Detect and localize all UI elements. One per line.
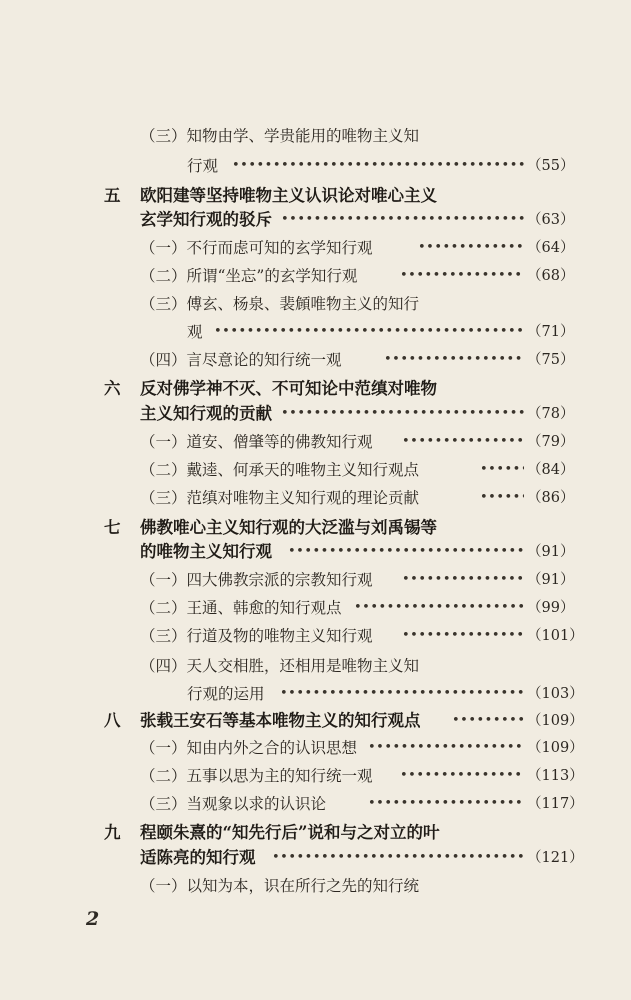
leader-dots [288, 537, 524, 567]
leader-dots [400, 261, 524, 291]
toc-page-number: （64） [527, 240, 575, 256]
toc-line [0, 455, 631, 485]
toc-page-number: （113） [527, 768, 584, 784]
toc-line [0, 871, 631, 901]
toc-page-number: （68） [527, 268, 575, 284]
toc-entry-label: （一）以知为本，识在所行之先的知行统 [140, 877, 420, 895]
leader-dots [418, 233, 524, 263]
toc-line [0, 565, 631, 595]
toc-line [0, 399, 631, 429]
toc-entry-label: （一）知由内外之合的认识思想 [140, 739, 358, 757]
toc-line [0, 789, 631, 819]
toc-entry-label: （一）不行而虑可知的玄学知行观 [140, 239, 373, 257]
toc-line [0, 261, 631, 291]
toc-page-number: （84） [527, 462, 575, 478]
chapter-title: 程颐朱熹的“知先行后”说和与之对立的叶 [140, 823, 440, 842]
toc-page-number: （91） [527, 572, 575, 588]
toc-page-number: （71） [527, 324, 575, 340]
toc-line [0, 121, 631, 151]
toc-page-number: （63） [527, 212, 575, 228]
toc-line [0, 843, 631, 873]
toc-page-number: （99） [527, 600, 575, 616]
toc-page-number: （79） [527, 434, 575, 450]
toc-line [0, 537, 631, 567]
leader-dots [272, 843, 524, 873]
toc-entry-label: （三）范缜对唯物主义知行观的理论贡献 [140, 489, 420, 507]
leader-dots [280, 679, 524, 709]
toc-line [0, 706, 631, 736]
toc-page-number: （91） [527, 544, 575, 560]
chapter-number: 八 [104, 711, 121, 730]
toc-line [0, 733, 631, 763]
toc-entry-label: （二）王通、韩愈的知行观点 [140, 599, 342, 617]
toc-page-number: （121） [527, 850, 584, 866]
toc-line [0, 483, 631, 513]
leader-dots [232, 151, 524, 181]
chapter-title: 张载王安石等基本唯物主义的知行观点 [140, 711, 421, 730]
toc-line [0, 233, 631, 263]
toc-entry-label: （二）戴逵、何承天的唯物主义知行观点 [140, 461, 420, 479]
toc-entry-label: 行观的运用 [187, 685, 265, 703]
leader-dots [281, 205, 524, 235]
toc-entry-label: （二）所谓“坐忘”的玄学知行观 [140, 267, 358, 285]
toc-line [0, 593, 631, 623]
chapter-number: 五 [104, 186, 121, 205]
chapter-number: 七 [104, 518, 121, 537]
toc-entry-label: 观 [187, 323, 203, 341]
chapter-title: 欧阳建等坚持唯物主义认识论对唯心主义 [140, 186, 437, 205]
chapter-number: 九 [104, 823, 121, 842]
toc-page-number: （117） [527, 796, 584, 812]
toc-entry-label: （四）言尽意论的知行统一观 [140, 351, 342, 369]
toc-entry-label: （三）傅玄、杨泉、裴頠唯物主义的知行 [140, 295, 420, 313]
toc-line [0, 205, 631, 235]
toc-entry-label: 行观 [187, 157, 219, 175]
toc-line [0, 427, 631, 457]
chapter-title: 佛教唯心主义知行观的大泛滥与刘禹锡等 [140, 518, 437, 537]
toc-line [0, 345, 631, 375]
toc-entry-label: （三）知物由学、学贵能用的唯物主义知 [140, 127, 420, 145]
chapter-title: 主义知行观的贡献 [140, 404, 272, 423]
toc-page-number: （103） [527, 686, 584, 702]
toc-line [0, 651, 631, 681]
toc-entry-label: （一）道安、僧肇等的佛教知行观 [140, 433, 373, 451]
leader-dots [384, 345, 524, 375]
toc-line [0, 621, 631, 651]
leader-dots [452, 706, 524, 736]
toc-line [0, 317, 631, 347]
toc-line [0, 679, 631, 709]
toc-page-number: （109） [527, 740, 584, 756]
toc-page-number: （75） [527, 352, 575, 368]
chapter-title: 的唯物主义知行观 [140, 542, 272, 561]
toc-page-number: （109） [527, 713, 584, 729]
chapter-title: 反对佛学神不灭、不可知论中范缜对唯物 [140, 379, 437, 398]
leader-dots [354, 593, 524, 623]
chapter-number: 六 [104, 379, 121, 398]
leader-dots [402, 565, 524, 595]
toc-entry-label: （三）当观象以求的认识论 [140, 795, 327, 813]
leader-dots [368, 789, 524, 819]
toc-line [0, 289, 631, 319]
toc-entry-label: （二）五事以思为主的知行统一观 [140, 767, 373, 785]
leader-dots [480, 483, 524, 513]
toc-entry-label: （一）四大佛教宗派的宗教知行观 [140, 571, 373, 589]
toc-line [0, 761, 631, 791]
leader-dots [281, 399, 524, 429]
leader-dots [402, 621, 524, 651]
toc-line [0, 151, 631, 181]
leader-dots [480, 455, 524, 485]
toc-page-number: （86） [527, 490, 575, 506]
chapter-title: 适陈亮的知行观 [140, 848, 256, 867]
toc-page-number: （55） [527, 158, 575, 174]
leader-dots [402, 427, 524, 457]
toc-page-number: （78） [527, 406, 575, 422]
toc-entry-label: （三）行道及物的唯物主义知行观 [140, 627, 373, 645]
chapter-title: 玄学知行观的驳斥 [140, 210, 272, 229]
toc-entry-label: （四）天人交相胜，还相用是唯物主义知 [140, 657, 420, 675]
toc-page-number: （101） [527, 628, 584, 644]
leader-dots [400, 761, 524, 791]
leader-dots [368, 733, 524, 763]
leader-dots [214, 317, 524, 347]
page-number: 2 [86, 908, 100, 930]
